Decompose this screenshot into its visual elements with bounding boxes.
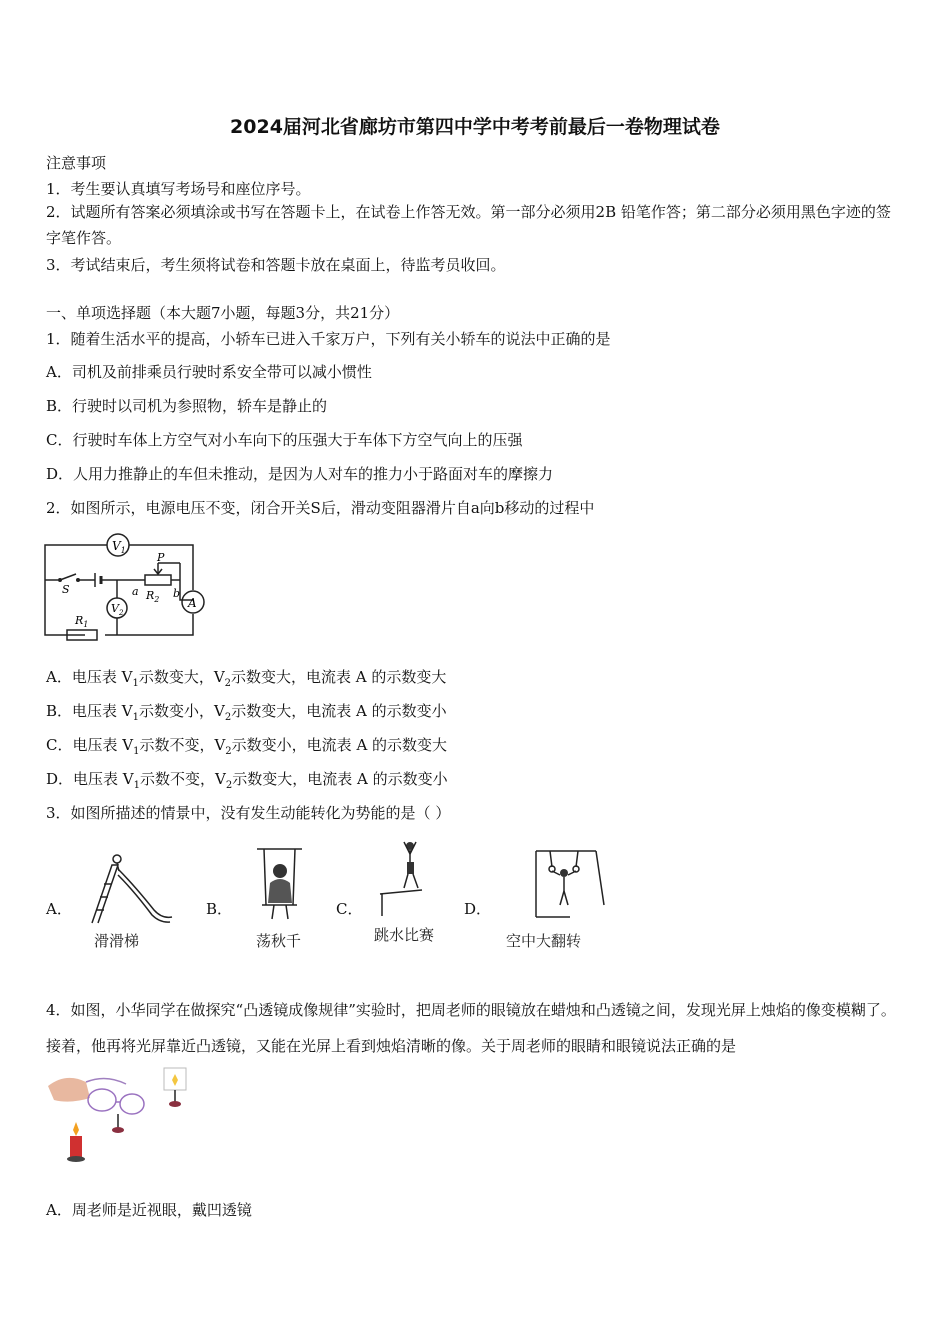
end-a-label: a [132, 585, 139, 598]
q2-stem: 2．如图所示，电源电压不变，闭合开关S后，滑动变阻器滑片自a向b移动的过程中 [46, 499, 595, 517]
q2-option-text: 示数变小，V [139, 702, 225, 720]
q3-option-c-letter: C． [336, 900, 363, 918]
r2-subscript: 2 [154, 595, 160, 604]
q2-option-text: 示数不变，V [139, 736, 226, 754]
q2-option-text: 示数变大，电流表 A 的示数变小 [232, 770, 448, 788]
q3-caption-b: 荡秋千 [256, 932, 302, 950]
q2-option-text: A．电压表 V [46, 668, 133, 686]
q3-caption-a: 滑滑梯 [94, 932, 140, 950]
lens-experiment-illustration [46, 1064, 196, 1164]
candle-icon [70, 1136, 82, 1158]
q3-option-b-letter: B． [206, 900, 233, 918]
q1-option-d: D．人用力推静止的车但未推动，是因为人对车的推力小于路面对车的摩擦力 [46, 465, 554, 483]
glasses-icon [88, 1089, 116, 1111]
svg-text:V2 [111, 602, 124, 617]
hand-icon [48, 1078, 90, 1102]
notice-item: 2．试题所有答案必须填涂或书写在答题卡上，在试卷上作答无效。第一部分必须用2B 铅笔作答；第二部分必须用黑色字迹的签字笔作答。 [46, 203, 891, 247]
ammeter-label: A [188, 596, 197, 610]
notice-item: 1．考生要认真填写考场号和座位序号。 [46, 180, 311, 198]
q2-option-d [46, 768, 448, 791]
q3-stem: 3．如图所描述的情景中，没有发生动能转化为势能的是（ ） [46, 804, 451, 822]
subscript: 1 [133, 780, 141, 791]
q1-option-c: C．行驶时车体上方空气对小车向下的压强大于车体下方空气向上的压强 [46, 431, 523, 449]
section-heading: 一、单项选择题（本大题7小题，每题3分，共21分） [46, 304, 400, 322]
q2-option-text: 示数变大，电流表 A 的示数变小 [231, 702, 447, 720]
q3-caption-d: 空中大翻转 [506, 932, 582, 950]
gymnastics-illustration [530, 845, 610, 925]
subscript: 1 [133, 746, 140, 757]
switch-s-icon [60, 574, 76, 580]
notice-item: 3．考试结束后，考生须将试卷和答题卡放在桌面上，待监考员收回。 [46, 256, 506, 274]
q2-option-text: C．电压表 V [46, 736, 134, 754]
svg-text:R2 [145, 589, 159, 604]
rheostat-r2-icon [145, 575, 171, 585]
subscript: 2 [224, 678, 232, 689]
q2-option-text: 示数变小，电流表 A 的示数变大 [231, 736, 448, 754]
q4-option-a: A．周老师是近视眼，戴凹透镜 [46, 1201, 252, 1219]
v1-label: V [112, 539, 121, 553]
v2-label: V [111, 602, 119, 615]
circuit-diagram [40, 535, 215, 645]
q2-option-text: D．电压表 V [46, 770, 134, 788]
q2-option-b [46, 700, 447, 723]
subscript: 1 [132, 678, 139, 689]
slider-p-label: P [157, 551, 165, 564]
r1-label: R [75, 614, 84, 627]
q1-stem: 1．随着生活水平的提高，小轿车已进入千家万户，下列有关小轿车的说法中正确的是 [46, 330, 611, 348]
slide-illustration [84, 855, 174, 925]
switch-s-label: S [62, 583, 70, 596]
q1-option-a: A．司机及前排乘员行驶时系安全带可以减小惯性 [46, 363, 372, 381]
q2-option-a [46, 666, 446, 689]
end-b-label: b [173, 587, 181, 600]
q3-option-a-letter: A． [46, 900, 72, 918]
v2-subscript: 2 [118, 609, 124, 617]
r2-label: R [146, 589, 155, 602]
q1-option-b: B．行驶时以司机为参照物，轿车是静止的 [46, 397, 328, 415]
svg-text:V1 [112, 539, 126, 555]
q2-option-text: B．电压表 V [46, 702, 133, 720]
r1-subscript: 1 [83, 620, 89, 629]
q4-stem: 4．如图，小华同学在做探究“凸透镜成像规律”实验时，把周老师的眼镜放在蜡烛和凸透镜之间，发现光屏上烛焰的像变模糊了。接着，他再将光屏靠近凸透镜，又能在光屏上看到烛焰清晰的像。关于周老师的眼睛和眼镜说法正确的是 [46, 1001, 896, 1055]
q2-option-text: 示数变大，V [138, 668, 225, 686]
subscript: 2 [224, 712, 232, 723]
v1-subscript: 1 [120, 546, 126, 555]
subscript: 2 [225, 746, 232, 757]
notice-heading: 注意事项 [46, 154, 107, 172]
q2-option-text: 示数不变，V [140, 770, 226, 788]
swing-illustration [252, 845, 307, 925]
svg-text:R1 [74, 614, 88, 629]
q3-caption-c: 跳水比赛 [374, 926, 435, 944]
page-title: 2024届河北省廊坊市第四中学中考考前最后一卷物理试卷 [230, 116, 720, 138]
q2-option-c [46, 734, 447, 757]
subscript: 1 [132, 712, 139, 723]
q3-option-d-letter: D． [464, 900, 492, 918]
q2-option-text: 示数变大，电流表 A 的示数变大 [231, 668, 447, 686]
subscript: 2 [225, 780, 233, 791]
diving-illustration [378, 838, 438, 918]
